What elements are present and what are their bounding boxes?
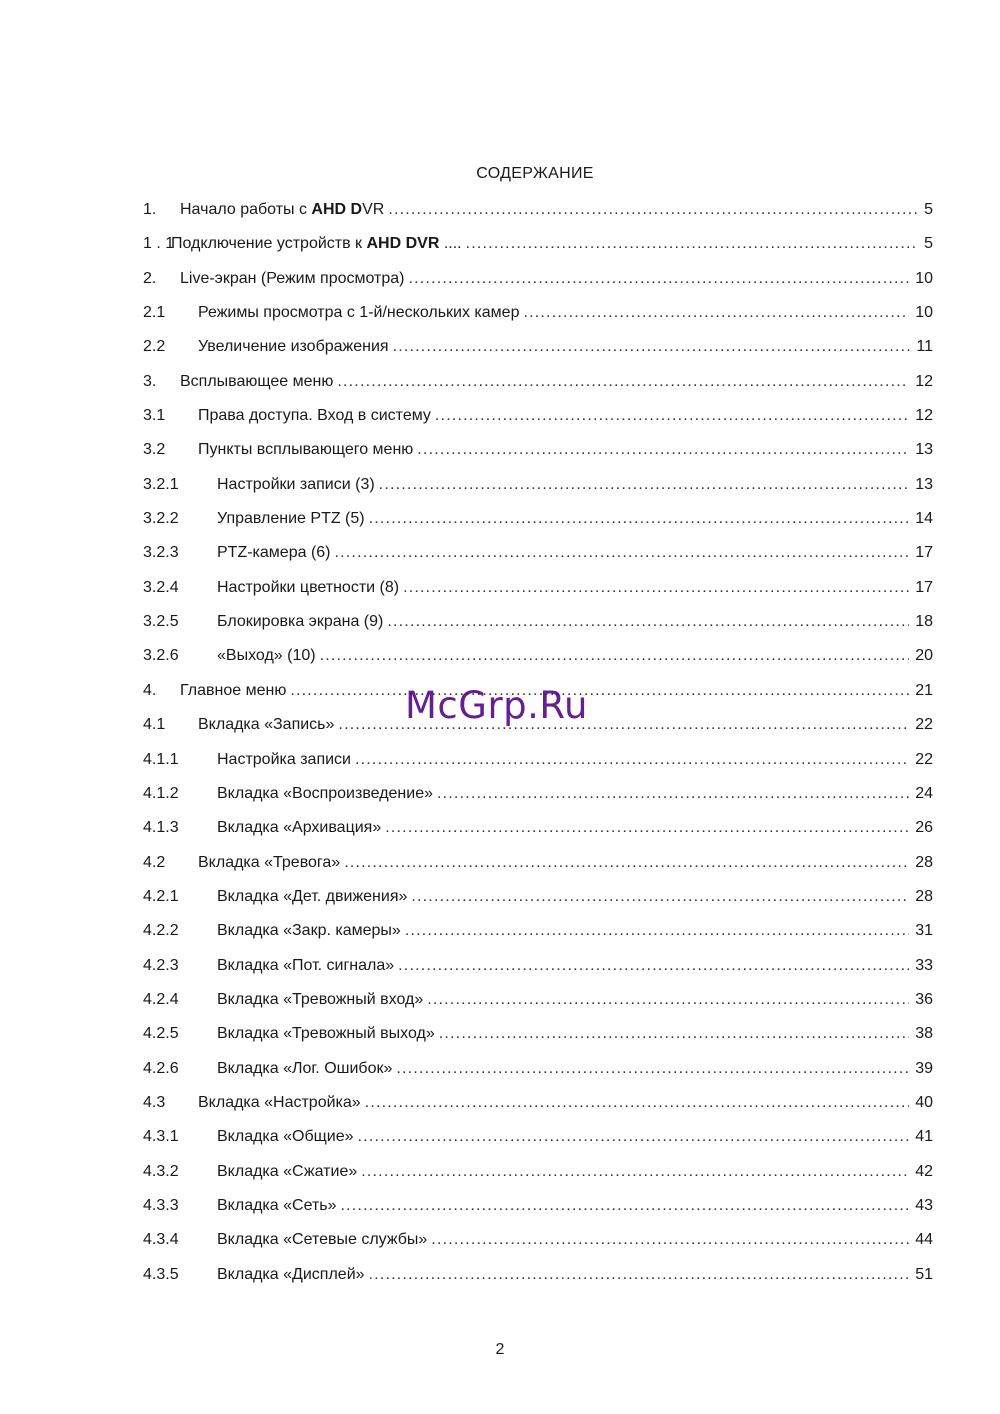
toc-entry-number: 1 . 1 (143, 235, 175, 253)
toc-dot-leader (439, 1017, 909, 1051)
toc-dot-leader (341, 1189, 910, 1223)
toc-entry-label: Настройки цветности (8) (217, 578, 400, 596)
toc-entry[interactable] (143, 1120, 933, 1154)
toc-entry-page: 33 (915, 956, 933, 974)
toc-entry[interactable] (143, 571, 933, 605)
toc-entry-number: 3.2.2 (143, 510, 179, 528)
toc-entry[interactable] (143, 743, 933, 777)
toc-entry[interactable] (143, 1155, 933, 1189)
toc-entry[interactable] (143, 1189, 933, 1223)
toc-entry-label: Права доступа. Вход в систему (198, 407, 431, 425)
toc-entry-label: Пункты всплывающего меню (198, 441, 414, 459)
toc-entry-page: 21 (915, 681, 933, 699)
toc-entry[interactable] (143, 536, 933, 570)
toc-entry-number: 3.1 (143, 407, 166, 425)
toc-entry-page: 17 (915, 578, 933, 596)
toc-entry[interactable] (143, 880, 933, 914)
toc-entry-label: Всплывающее меню (180, 372, 334, 390)
toc-entry[interactable] (143, 777, 933, 811)
toc-dot-leader (388, 193, 918, 227)
toc-entry-number: 4.1.2 (143, 784, 179, 802)
toc-entry-label: Вкладка «Воспроизведение» (217, 784, 433, 802)
toc-entry-number: 4.1.1 (143, 750, 179, 768)
toc-entry-label: Вкладка «Архивация» (217, 819, 382, 837)
toc-dot-leader (369, 1258, 910, 1292)
toc-entry-number: 4.2.5 (143, 1025, 179, 1043)
toc-entry[interactable] (143, 399, 933, 433)
toc-entry-page: 26 (915, 819, 933, 837)
toc-dot-leader (337, 365, 909, 399)
toc-entry-label: Вкладка «Дет. движения» (217, 887, 408, 905)
toc-entry-number: 4. (143, 681, 157, 699)
toc-entry-page: 5 (924, 235, 933, 253)
toc-dot-leader (290, 674, 909, 708)
toc-dot-leader (365, 1086, 910, 1120)
toc-entry-number: 3.2 (143, 441, 166, 459)
toc-dot-leader (403, 571, 909, 605)
toc-entry-label: Вкладка «Общие» (217, 1128, 354, 1146)
toc-entry[interactable] (143, 1086, 933, 1120)
toc-entry-label: PTZ-камера (6) (217, 544, 331, 562)
toc-entry[interactable] (143, 262, 933, 296)
toc-entry-page: 51 (915, 1265, 933, 1283)
toc-dot-leader (405, 914, 909, 948)
toc-entry[interactable] (143, 433, 933, 467)
toc-entry-page: 28 (915, 887, 933, 905)
toc-dot-leader (398, 949, 909, 983)
toc-entry-number: 4.1.3 (143, 819, 179, 837)
toc-entry-label: Настройка записи (217, 750, 351, 768)
toc-entry[interactable] (143, 639, 933, 673)
toc-entry-page: 10 (915, 269, 933, 287)
toc-entry-page: 42 (915, 1162, 933, 1180)
toc-entry-page: 31 (915, 922, 933, 940)
toc-entry-number: 2.2 (143, 338, 166, 356)
toc-entry-number: 2.1 (143, 304, 166, 322)
toc-entry-label: Вкладка «Закр. камеры» (217, 922, 401, 940)
toc-entry-number: 3.2.1 (143, 475, 179, 493)
toc-entry-label: Вкладка «Дисплей» (217, 1265, 365, 1283)
toc-entry-label: Подключение устройств к AHD DVR .... (171, 235, 462, 253)
toc-entry-number: 4.2 (143, 853, 166, 871)
toc-entry-page: 5 (924, 201, 933, 218)
toc-entry-page: 22 (915, 750, 933, 768)
toc-entry[interactable] (143, 1258, 933, 1292)
toc-dot-leader (417, 433, 909, 467)
toc-entry-label: Вкладка «Сжатие» (217, 1162, 358, 1180)
toc-entry-page: 12 (915, 407, 933, 425)
toc-dot-leader (523, 296, 909, 330)
toc-entry-page: 22 (915, 716, 933, 734)
toc-entry[interactable] (143, 193, 933, 227)
toc-entry[interactable] (143, 1017, 933, 1051)
toc-entry-page: 11 (916, 338, 933, 356)
toc-entry-page: 40 (915, 1093, 933, 1111)
toc-entry-page: 44 (915, 1231, 933, 1249)
toc-entry-label: Начало работы с AHD DVR (180, 201, 385, 218)
toc-entry-label: «Выход» (10) (217, 647, 316, 665)
toc-entry-number: 4.2.1 (143, 887, 179, 905)
toc-entry[interactable] (143, 227, 933, 261)
toc-dot-leader (393, 330, 911, 364)
toc-entry-number: 1. (143, 201, 157, 218)
toc-entry-number: 2. (143, 269, 157, 287)
toc-entry[interactable] (143, 296, 933, 330)
toc-dot-leader (385, 811, 909, 845)
toc-entry-label: Режимы просмотра с 1-й/нескольких камер (198, 304, 520, 322)
toc-entry-page: 17 (915, 544, 933, 562)
toc-entry-page: 12 (915, 372, 933, 390)
toc-dot-leader (396, 1052, 909, 1086)
toc-entry-number: 4.3.2 (143, 1162, 179, 1180)
toc-entry-label: Вкладка «Тревожный выход» (217, 1025, 435, 1043)
toc-dot-leader (387, 605, 909, 639)
toc-entry-label: Вкладка «Запись» (198, 716, 335, 734)
toc-entry-page: 36 (915, 990, 933, 1008)
toc-entry-number: 3.2.5 (143, 613, 179, 631)
toc-entry-number: 3.2.3 (143, 544, 179, 562)
toc-entry-page: 18 (915, 613, 933, 631)
toc-entry[interactable] (143, 983, 933, 1017)
toc-entry-number: 4.3 (143, 1093, 166, 1111)
toc-entry-page: 38 (915, 1025, 933, 1043)
toc-entry-number: 4.3.1 (143, 1128, 179, 1146)
toc-dot-leader (358, 1120, 910, 1154)
toc-entry-page: 13 (915, 441, 933, 459)
toc-entry-page: 20 (915, 647, 933, 665)
toc-entry-number: 3.2.6 (143, 647, 179, 665)
toc-entry[interactable] (143, 1223, 933, 1257)
toc-entry-page: 43 (915, 1196, 933, 1214)
toc-entry[interactable] (143, 605, 933, 639)
toc-entry-label: Вкладка «Настройка» (198, 1093, 361, 1111)
toc-entry[interactable] (143, 949, 933, 983)
toc-entry-number: 4.1 (143, 716, 166, 734)
toc-entry-label: Управление PTZ (5) (217, 510, 365, 528)
toc-entry-page: 10 (915, 304, 933, 322)
toc-entry-page: 28 (915, 853, 933, 871)
toc-dot-leader (320, 639, 910, 673)
toc-dot-leader (437, 777, 909, 811)
toc-entry-label: Увеличение изображения (198, 338, 389, 356)
toc-dot-leader (361, 1155, 909, 1189)
page-number: 2 (495, 1341, 505, 1358)
toc-entry-page: 41 (915, 1128, 933, 1146)
toc-dot-leader (408, 262, 909, 296)
toc-entry-number: 3.2.4 (143, 578, 179, 596)
toc-entry-page: 24 (915, 784, 933, 802)
table-of-contents (143, 193, 933, 1292)
toc-entry[interactable] (143, 846, 933, 880)
toc-entry-label: Вкладка «Сеть» (217, 1196, 337, 1214)
toc-entry-page: 13 (915, 475, 933, 493)
toc-dot-leader (355, 743, 909, 777)
toc-dot-leader (435, 399, 909, 433)
toc-entry-number: 4.2.3 (143, 956, 179, 974)
toc-entry-label: Live-экран (Режим просмотра) (180, 269, 405, 287)
toc-dot-leader (369, 502, 910, 536)
toc-entry-number: 3. (143, 372, 157, 390)
toc-entry-page: 39 (915, 1059, 933, 1077)
toc-entry[interactable] (143, 502, 933, 536)
toc-dot-leader (427, 983, 909, 1017)
toc-entry-number: 4.2.4 (143, 990, 179, 1008)
toc-entry-label: Главное меню (180, 681, 287, 699)
toc-entry[interactable] (143, 1052, 933, 1086)
toc-entry-label: Вкладка «Сетевые службы» (217, 1231, 428, 1249)
toc-entry-label: Блокировка экрана (9) (217, 613, 384, 631)
toc-entry-label: Вкладка «Тревожный вход» (217, 990, 424, 1008)
toc-entry[interactable] (143, 330, 933, 364)
watermark: McGrp.Ru (405, 684, 588, 727)
toc-dot-leader (431, 1223, 909, 1257)
toc-entry-label: Вкладка «Пот. сигнала» (217, 956, 395, 974)
toc-entry[interactable] (143, 811, 933, 845)
toc-entry-label: Вкладка «Лог. Ошибок» (217, 1059, 393, 1077)
toc-entry-page: 14 (915, 510, 933, 528)
toc-entry-number: 4.3.4 (143, 1231, 179, 1249)
toc-entry-number: 4.2.2 (143, 922, 179, 940)
toc-dot-leader (466, 227, 918, 261)
toc-dot-leader (379, 468, 910, 502)
toc-entry[interactable] (143, 468, 933, 502)
toc-entry-number: 4.3.5 (143, 1265, 179, 1283)
toc-entry[interactable] (143, 365, 933, 399)
toc-title: СОДЕРЖАНИЕ (476, 165, 594, 182)
toc-entry-number: 4.3.3 (143, 1196, 179, 1214)
toc-dot-leader (411, 880, 909, 914)
toc-entry-label: Настройки записи (3) (217, 475, 375, 493)
toc-entry-label: Вкладка «Тревога» (198, 853, 341, 871)
toc-dot-leader (344, 846, 909, 880)
toc-entry-number: 4.2.6 (143, 1059, 179, 1077)
toc-dot-leader (335, 536, 910, 570)
toc-entry[interactable] (143, 914, 933, 948)
